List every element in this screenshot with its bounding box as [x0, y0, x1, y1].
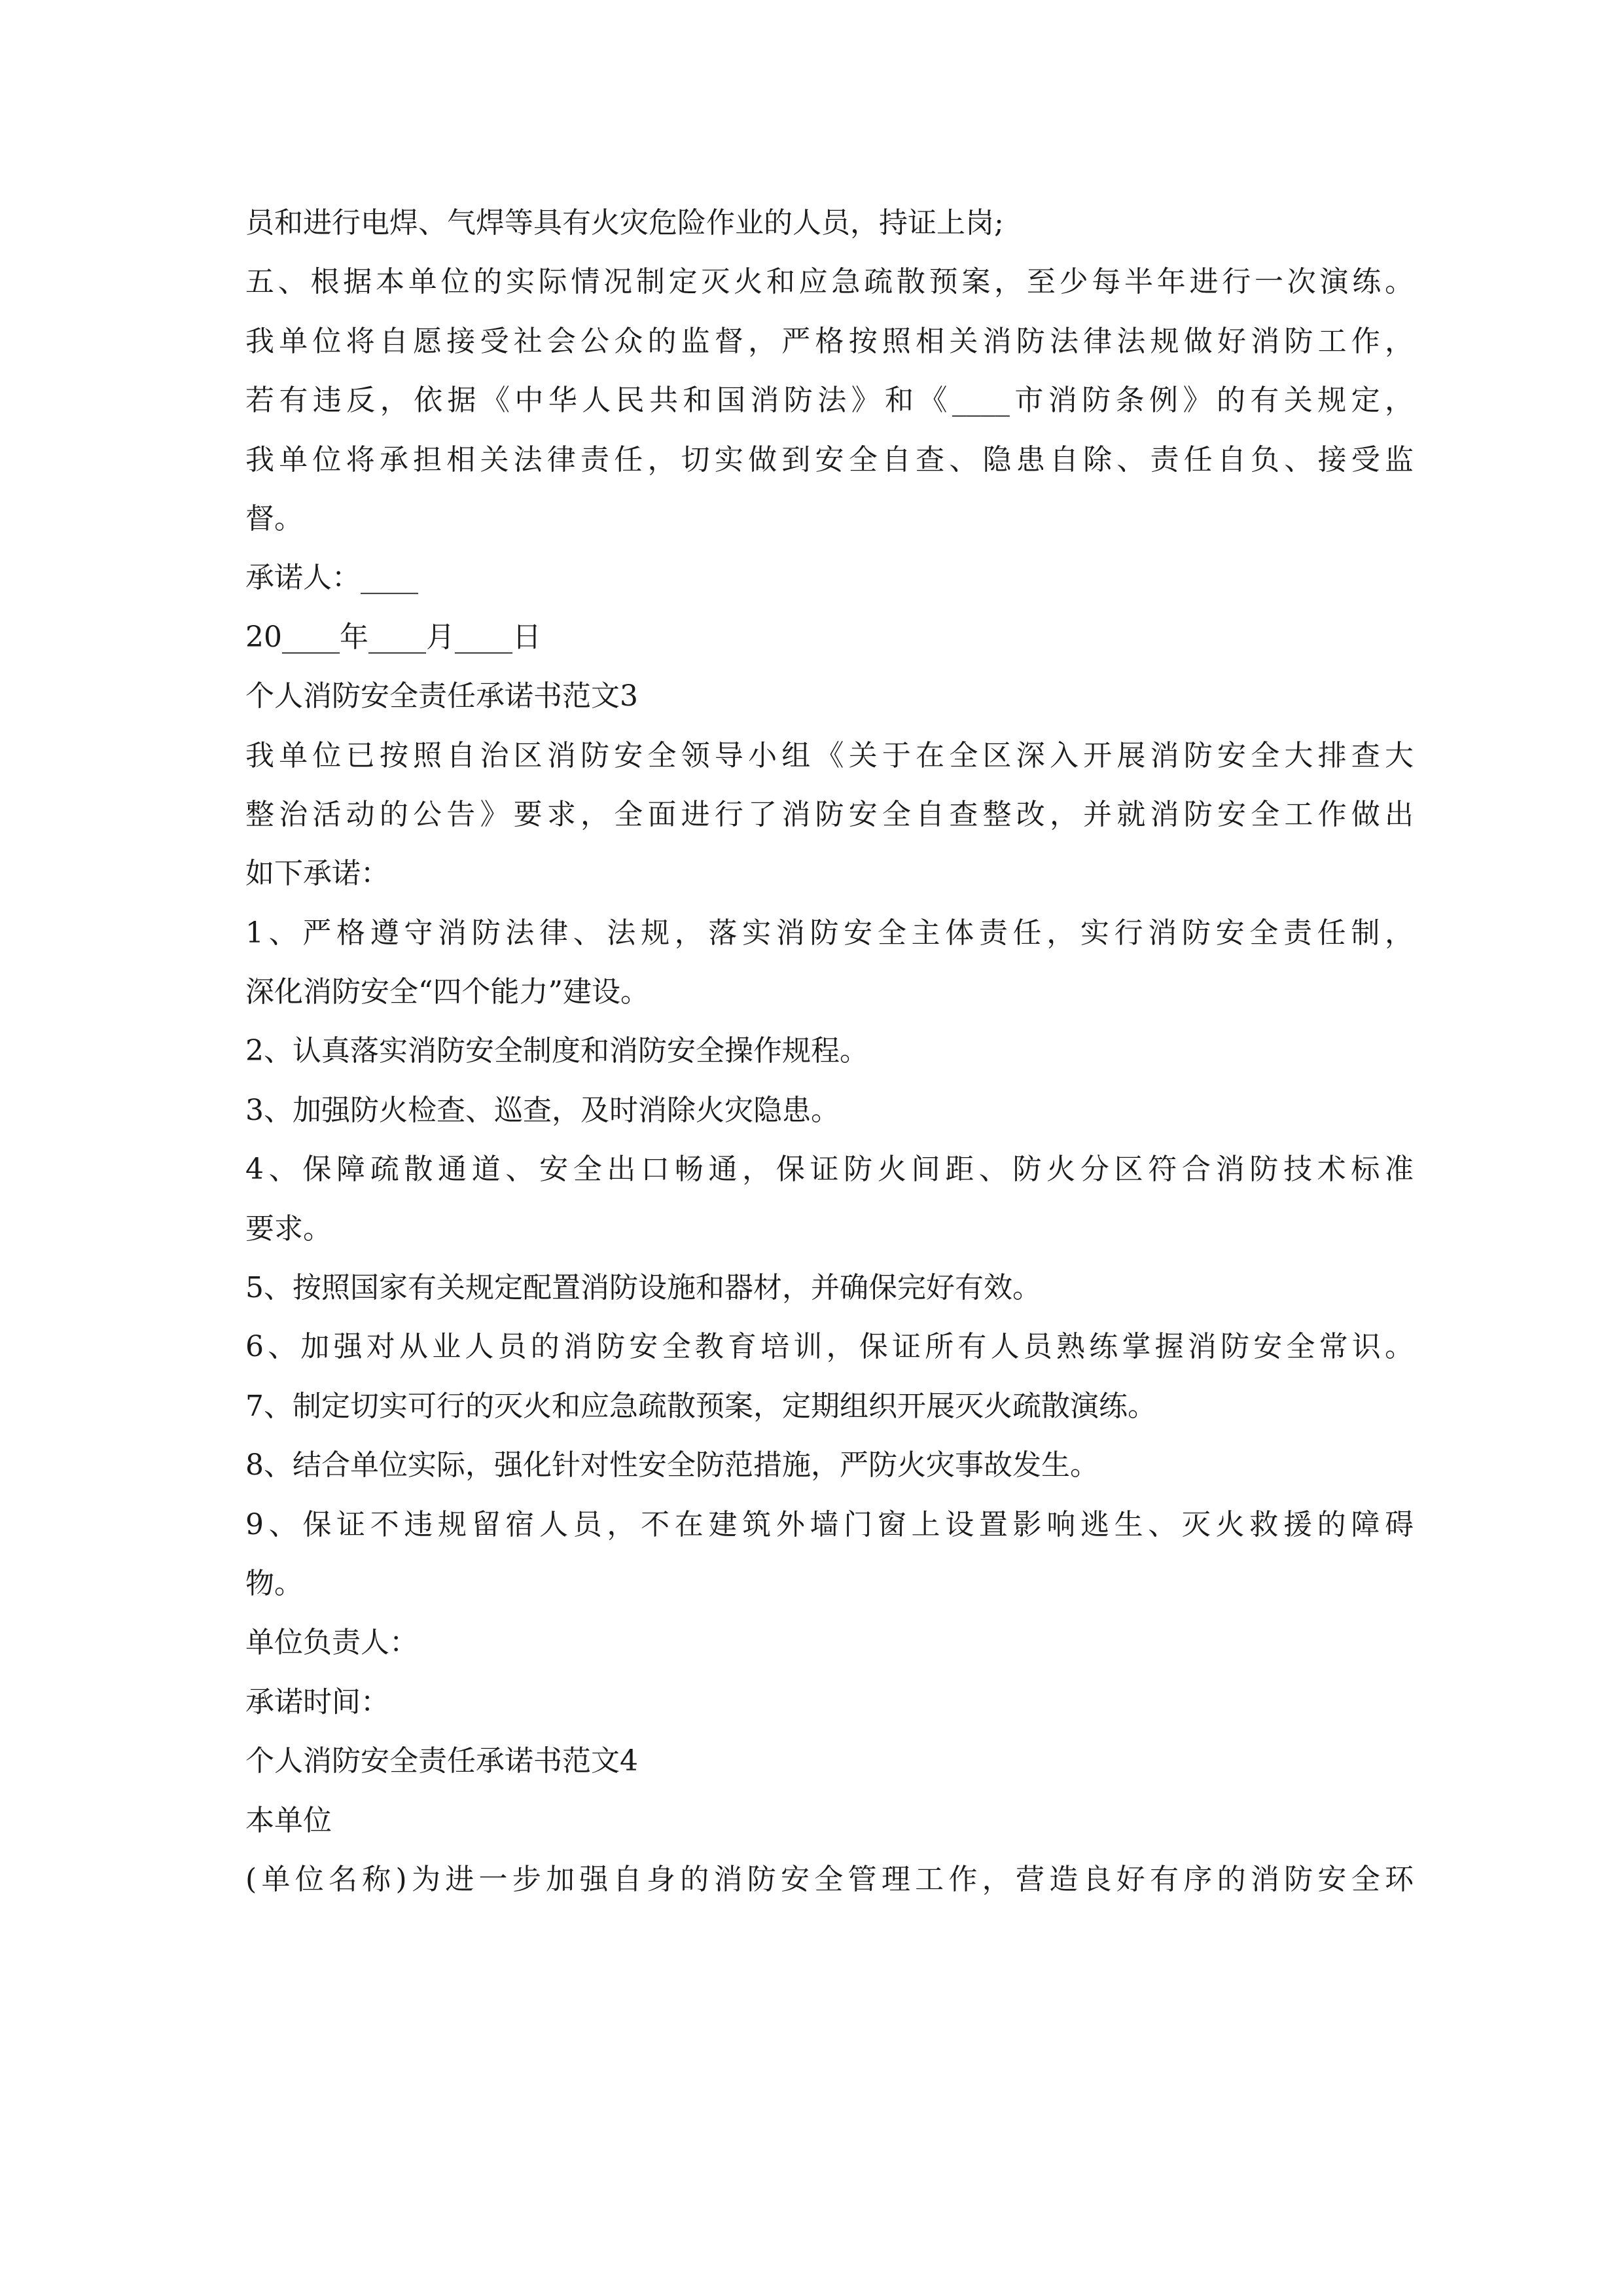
list-item-1-cont: 深化消防安全“四个能力”建设。 — [245, 975, 649, 1009]
text-line-29: (单位名称)为进一步加强自身的消防安全管理工作，营造良好有序的消防安全环 — [245, 1862, 1414, 1896]
promiser-signature-line: 承诺人：____ — [245, 561, 418, 595]
list-item-4: 4、保障疏散通道、安全出口畅通，保证防火间距、防火分区符合消防技术标准 — [245, 1153, 1414, 1187]
text-line-3: 我单位将自愿接受社会公众的监督，严格按照相关消防法律法规做好消防工作， — [245, 324, 1414, 358]
list-item-4-cont: 要求。 — [245, 1211, 332, 1246]
date-line: 20____年____月____日 — [245, 620, 541, 654]
list-item-2: 2、认真落实消防安全制度和消防安全操作规程。 — [245, 1034, 868, 1068]
list-item-3: 3、加强防火检查、巡查，及时消除火灾隐患。 — [245, 1093, 840, 1127]
section-heading-3: 个人消防安全责任承诺书范文3 — [245, 679, 638, 713]
text-line-5: 我单位将承担相关法律责任，切实做到安全自查、隐患自除、责任自负、接受监 — [245, 442, 1414, 476]
document-body — [245, 194, 1414, 1909]
text-line-4: 若有违反，依据《中华人民共和国消防法》和《____市消防条例》的有关规定， — [245, 384, 1414, 418]
list-item-5: 5、按照国家有关规定配置消防设施和器材，并确保完好有效。 — [245, 1271, 1041, 1305]
text-line-1: 员和进行电焊、气焊等具有火灾危险作业的人员，持证上岗; — [245, 206, 1004, 240]
text-line-10: 我单位已按照自治区消防安全领导小组《关于在全区深入开展消防安全大排查大 — [245, 738, 1414, 772]
section-heading-4: 个人消防安全责任承诺书范文4 — [245, 1744, 638, 1778]
list-item-8: 8、结合单位实际，强化针对性安全防范措施，严防火灾事故发生。 — [245, 1448, 1099, 1482]
text-line-12: 如下承诺： — [245, 857, 389, 891]
text-line-6: 督。 — [245, 501, 303, 535]
list-item-9: 9、保证不违规留宿人员，不在建筑外墙门窗上设置影响逃生、灭火救援的障碍 — [245, 1507, 1414, 1541]
text-line-11: 整治活动的公告》要求，全面进行了消防安全自查整改，并就消防安全工作做出 — [245, 797, 1414, 831]
promise-time-label: 承诺时间： — [245, 1685, 389, 1719]
list-item-6: 6、加强对从业人员的消防安全教育培训，保证所有人员熟练掌握消防安全常识。 — [245, 1330, 1414, 1364]
list-item-9-cont: 物。 — [245, 1566, 303, 1600]
text-line-28: 本单位 — [245, 1803, 332, 1837]
list-item-1: 1、严格遵守消防法律、法规，落实消防安全主体责任，实行消防安全责任制， — [245, 916, 1414, 950]
unit-leader-label: 单位负责人： — [245, 1626, 418, 1660]
text-line-2: 五、根据本单位的实际情况制定灭火和应急疏散预案，至少每半年进行一次演练。 — [245, 265, 1414, 299]
list-item-7: 7、制定切实可行的灭火和应急疏散预案，定期组织开展灭火疏散演练。 — [245, 1389, 1156, 1423]
